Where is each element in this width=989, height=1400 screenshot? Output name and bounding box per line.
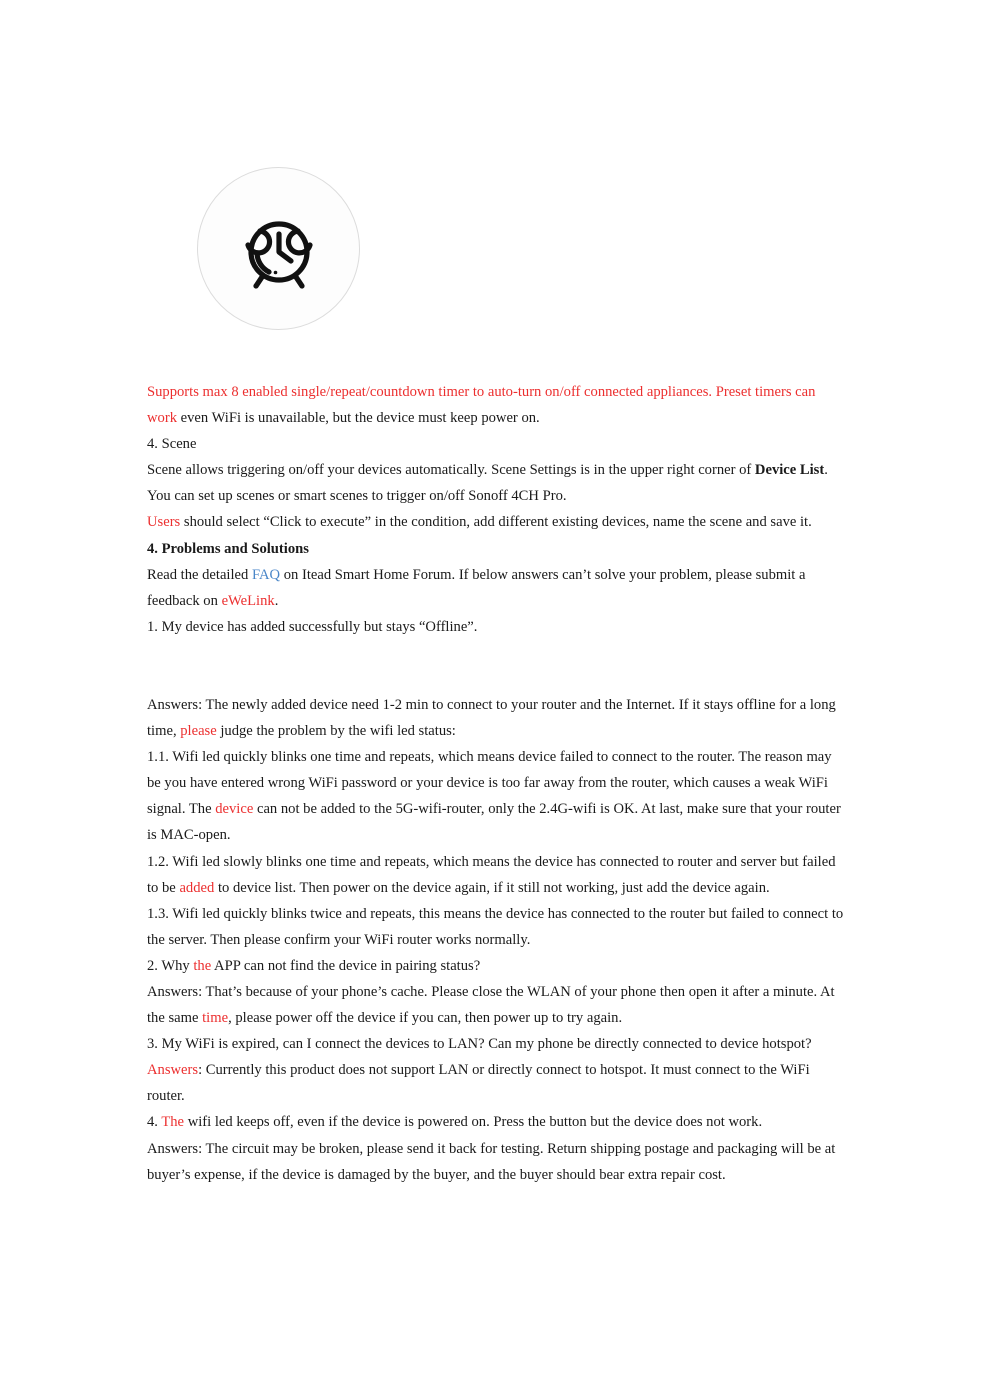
paragraph-gap — [147, 640, 845, 692]
paragraph-question-3: 3. My WiFi is expired, can I connect the devices to LAN? Can my phone be directly connected to device hotspot? — [147, 1036, 812, 1053]
text-red-the: the — [193, 957, 212, 974]
ewelink-link[interactable]: eWeLink — [221, 592, 275, 609]
paragraph-question-1: 1. My device has added successfully but stays “Offline”. — [147, 618, 478, 635]
text-users-rest: should select “Click to execute” in the condition, add different existing devices, name the scene and save it. — [180, 514, 812, 531]
text-forum-info: on Itead Smart Home Forum. If below answers can’t solve your problem, please submit a feedback on — [147, 566, 806, 609]
text-item-1-1-intro: 1.1. Wifi led quickly blinks one time and repeats, which means device failed to connect to the router. The reason may be you have entered wrong WiFi password or your device is too far away from the router, which causes a weak WiFi signal. The — [147, 749, 832, 818]
paragraph-users-click-execute — [147, 509, 845, 535]
paragraph-answer-1 — [147, 692, 845, 744]
paragraph-item-1-1 — [147, 744, 845, 848]
faq-link[interactable]: FAQ — [251, 566, 281, 583]
text-scene-intro: Scene allows triggering on/off your devices automatically. Scene Settings is in the upper right corner of — [147, 462, 755, 479]
heading-problems-and-solutions: 4. Problems and Solutions — [147, 540, 309, 557]
alarm-clock-icon-block — [197, 167, 360, 330]
alarm-clock-icon — [231, 201, 327, 297]
icon-circle-frame — [197, 167, 360, 330]
text-red-the-2: The — [161, 1114, 185, 1131]
paragraph-item-1-2 — [147, 849, 845, 901]
text-item-1-2-intro: 1.2. Wifi led slowly blinks one time and repeats, which means the device has connected to router and server but failed to be — [147, 853, 836, 896]
text-period: . — [274, 592, 279, 609]
text-question-4-number: 4. — [147, 1114, 162, 1131]
text-timer-power: even WiFi is unavailable, but the device must keep power on. — [180, 410, 540, 427]
text-answer-1-intro: Answers: The newly added device need 1-2 min to connect to your router and the Internet. If it stays offline for a long time, — [147, 696, 836, 740]
text-red-device: device — [215, 801, 254, 818]
text-question-4-outro: wifi led keeps off, even if the device is powered on. Press the button but the device does not work. — [184, 1114, 763, 1131]
text-red-users: Users — [147, 514, 181, 531]
paragraph-faq-feedback — [147, 562, 845, 614]
paragraph-answer-2 — [147, 979, 845, 1031]
paragraph-question-2 — [147, 953, 845, 979]
text-device-list-bold: Device List — [754, 462, 825, 479]
paragraph-answer-3 — [147, 1057, 845, 1109]
text-answer-3-rest: : Currently this product does not support LAN or directly connect to hotspot. It must connect to the WiFi router. — [147, 1062, 810, 1105]
text-scene-outro: . You can set up scenes or smart scenes to trigger on/off Sonoff 4CH Pro. — [147, 462, 828, 505]
text-question-2-outro: APP can not find the device in pairing status? — [211, 957, 481, 974]
text-answer-1-outro: judge the problem by the wifi led status: — [216, 723, 456, 740]
text-red-added: added — [179, 879, 215, 896]
paragraph-scene-description — [147, 457, 845, 509]
text-answer-2-outro: , please power off the device if you can, then power up to try again. — [228, 1010, 623, 1027]
paragraph-item-1-3: 1.3. Wifi led quickly blinks twice and repeats, this means the device has connected to the router but failed to connect to the server. Then please confirm your WiFi router works normally. — [147, 905, 844, 948]
text-read-detailed: Read the detailed — [147, 566, 252, 583]
text-item-1-2-outro: to device list. Then power on the device again, if it still not working, just add the device again. — [214, 879, 770, 896]
text-red-please: please — [180, 723, 217, 740]
paragraph-scene-heading: 4. Scene — [147, 436, 197, 453]
text-red-answers: Answers — [147, 1062, 199, 1079]
text-item-1-1-outro: can not be added to the 5G-wifi-router, only the 2.4G-wifi is OK. At last, make sure that your router is MAC-open. — [147, 801, 841, 844]
text-red-timer-support: Supports max 8 enabled single/repeat/countdown timer to auto-turn on/off connected appliances. Preset timers can work — [147, 384, 816, 427]
paragraph-question-4 — [147, 1109, 845, 1135]
paragraph-answer-4: Answers: The circuit may be broken, please send it back for testing. Return shipping postage and packaging will be at buyer’s expense, if the device is damaged by the buyer, and the buyer should bear extra repair cost. — [147, 1140, 836, 1183]
text-question-2-intro: 2. Why — [147, 957, 194, 974]
paragraph-timer-support — [147, 379, 845, 431]
document-body — [147, 379, 845, 1188]
text-answer-2-intro: Answers: That’s because of your phone’s cache. Please close the WLAN of your phone then open it after a minute. At the same — [147, 983, 835, 1027]
text-red-time: time — [202, 1010, 229, 1027]
